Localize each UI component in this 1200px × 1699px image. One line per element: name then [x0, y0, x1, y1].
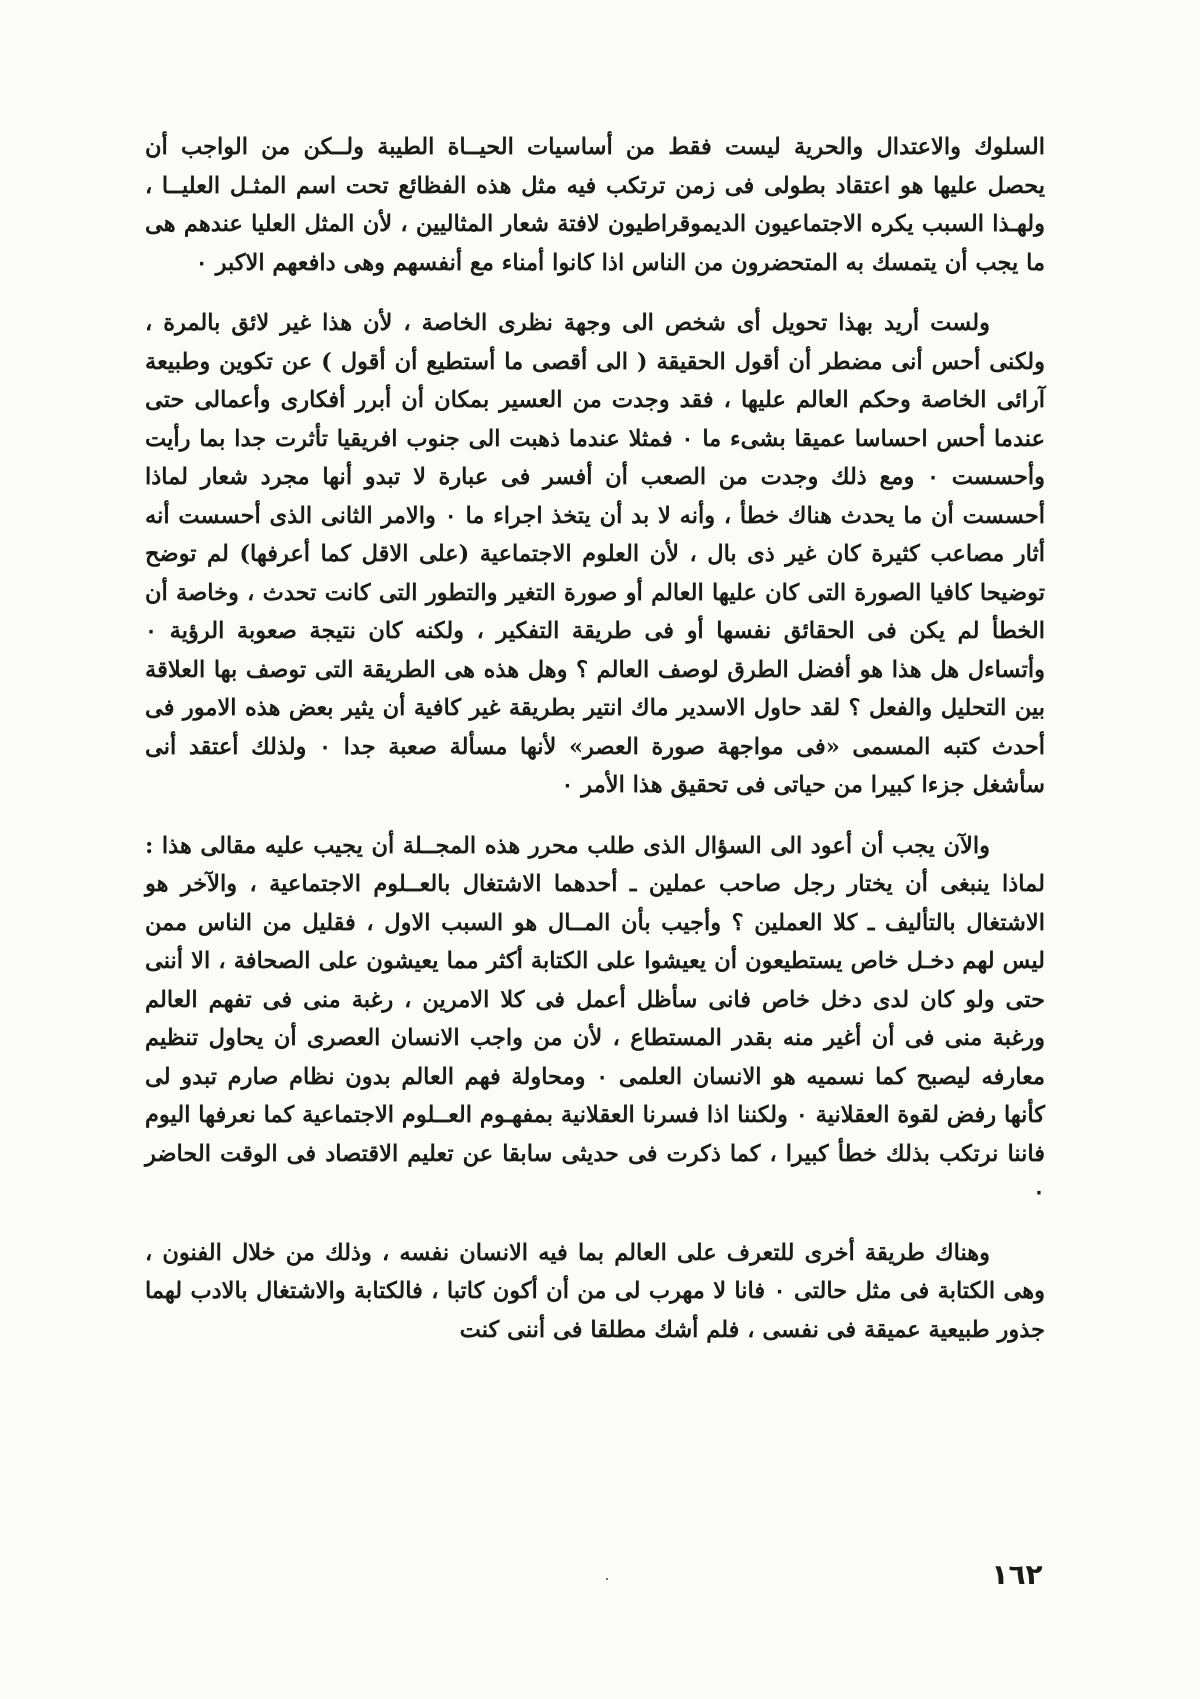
paragraph-4: وهناك طريقة أخرى للتعرف على العالم بما فيه الانسان نفسه ، وذلك من خلال الفنون ، وهى الكتابة فى مثل حالتى ٠ فانا لا مهرب لى من أن أكون كاتبا ، فالكتابة والاشتغال بالادب لهما جذور طبيعية عميقة فى نفسى ، فلم أشك مطلقا فى أننى كنت	[145, 1239, 1045, 1343]
scan-speck	[606, 1578, 608, 1580]
body-text	[145, 128, 1045, 1349]
page-number: ١٦٢	[991, 1558, 1043, 1591]
paragraph-3: والآن يجب أن أعود الى السؤال الذى طلب محرر هذه المجــلة أن يجيب عليه مقالى هذا : لماذا ينبغى أن يختار رجل صاحب عملين ـ أحدهما الاشتغال بالعــلوم الاجتماعية ، والآخر هو الاشتغال بالتأليف ـ كلا العملين ؟ وأجيب بأن المــال هو السبب الاول ، فقليل من الناس ممن ليس لهم دخـل خاص يستطيعون أن يعيشوا على الكتابة أكثر مما يعيشون على الصحافة ، الا أننى حتى ولو كان لدى دخل خاص فانى سأظل أعمل فى كلا الامرين ، رغبة منى فى تفهم العالم ورغبة منى فى أن أغير منه بقدر المستطاع ، لأن من واجب الانسان العصرى أن يحاول تنظيم معارفه ليصبح كما نسميه هو الانسان العلمى ٠ ومحاولة فهم العالم بدون نظام صارم تبدو لى كأنها رفض لقوة العقلانية ٠ ولكننا اذا فسرنا العقلانية بمفهـوم العــلوم الاجتماعية كما نعرفها اليوم فاننا نرتكب بذلك خطأ كبيرا ، كما ذكرت فى حديثى سابقا عن تعليم الاقتصاد فى الوقت الحاضر ٠	[145, 832, 1045, 1205]
paragraph-2: ولست أريد بهذا تحويل أى شخص الى وجهة نظرى الخاصة ، لأن هذا غير لائق بالمرة ، ولكنى أحس أنى مضطر أن أقول الحقيقة ( الى أقصى ما أستطيع أن أقول ) عن تكوين وطبيعة آرائى الخاصة وحكم العالم عليها ، فقد وجدت من العسير بمكان أن أبرر أفكارى وأعمالى حتى عندما أحس احساسا عميقا بشىء ما ٠ فمثلا عندما ذهبت الى جنوب افريقيا تأثرت جدا بما رأيت وأحسست ٠ ومع ذلك وجدت من الصعب أن أفسر فى عبارة لا تبدو أنها مجرد شعار لماذا أحسست أن ما يحدث هناك خطأ ، وأنه لا بد أن يتخذ اجراء ما ٠ والامر الثانى الذى أحسست أنه أثار مصاعب كثيرة كان غير ذى بال ، لأن العلوم الاجتماعية (على الاقل كما أعرفها) لم توضح توضيحا كافيا الصورة التى كان عليها العالم أو صورة التغير والتطور التى كانت تحدث ، وخاصة أن الخطأ لم يكن فى الحقائق نفسها أو فى طريقة التفكير ، ولكنه كان نتيجة صعوبة الرؤية ٠ وأتساءل هل هذا هو أفضل الطرق لوصف العالم ؟ وهل هذه هى الطريقة التى توصف بها العلاقة بين التحليل والفعل ؟ لقد حاول الاسدير ماك انتير بطريقة غير كافية أن يثير بعض هذه الامور فى أحدث كتبه المسمى «فى مواجهة صورة العصر» لأنها مسألة صعبة جدا ٠ ولذلك أعتقد أنى سأشغل جزءا كبيرا من حياتى فى تحقيق هذا الأمر ٠	[145, 310, 1046, 798]
paragraph-1: السلوك والاعتدال والحرية ليست فقط من أساسيات الحيــاة الطيبة ولــكن من الواجب أن يحصل عليها هو اعتقاد بطولى فى زمن ترتكب فيه مثل هذه الفظائع تحت اسم المثـل العليــا ، ولهـذا السبب يكره الاجتماعيون الديموقراطيون لافتة شعار المثاليين ، لأن المثل العليا عندهم هى ما يجب أن يتمسك به المتحضرون من الناس اذا كانوا أمناء مع أنفسهم وهى دافعهم الاكبر ٠	[145, 134, 1045, 276]
